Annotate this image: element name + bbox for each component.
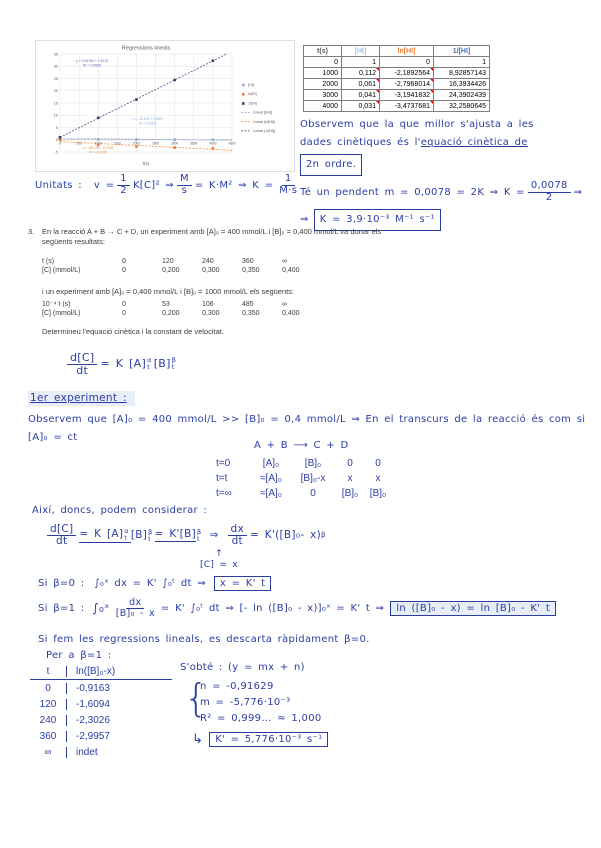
- svg-text:2000: 2000: [132, 141, 140, 146]
- table-row: 240 -2,3026: [30, 712, 172, 728]
- chart-legend: [241, 83, 275, 133]
- table-cell: 24,3902439: [434, 90, 490, 101]
- regression-table: [30, 663, 172, 760]
- ice-row-tinf: t=∞ ≈[A]₀ 0 [B]₀ [B]₀: [216, 488, 387, 499]
- svg-text:2500: 2500: [152, 141, 160, 146]
- svg-text:y = 0,0078x + 1,0019: y = 0,0078x + 1,0019: [76, 59, 108, 63]
- deriv-t4-exponent: β: [320, 531, 326, 540]
- deriv-ss2: β t: [148, 527, 153, 543]
- discard-text: Si fem les regressions lineals, es descarta ràpidament β=0.: [38, 634, 370, 645]
- brace-glyph: {: [184, 676, 209, 720]
- rate-equation: [64, 352, 178, 376]
- beta0-body: ∫₀ˣ dx = K' ∫₀ᵗ dt ⇒: [94, 578, 206, 589]
- table-row: [304, 90, 490, 101]
- order-result-box: 2n ordre.: [300, 154, 362, 176]
- rate-ss2: β t: [171, 356, 177, 372]
- fit-m: m = -5,776·10⁻³: [200, 697, 291, 708]
- table-row: 120 -1,6094: [30, 696, 172, 712]
- experiment2-data-table: [42, 299, 322, 318]
- beta0-result-box: x = K' t: [214, 576, 271, 591]
- final-result-line: [192, 732, 328, 747]
- beta1-result-box: ln ([B]₀ - x) = ln [B]₀ - K' t: [390, 601, 556, 616]
- svg-text:Regressions lineals: Regressions lineals: [121, 45, 171, 52]
- conclusion-line-1: Observem que la que millor s'ajusta a les: [300, 119, 534, 130]
- slope-text: Té un pendent m = 0,0078 = 2K ⇒ K =: [300, 186, 525, 198]
- fit-r2: R² = 0,999... ≈ 1,000: [200, 713, 322, 724]
- rate-p1: = K [A]: [100, 357, 147, 371]
- k-result-box: K = 3,9·10⁻³ M⁻¹ s⁻¹: [314, 209, 441, 231]
- grouped-term-Kprime: = K'[B]: [154, 528, 196, 541]
- table-cell: 0: [380, 57, 434, 68]
- rate-frac: $\frac{d[C]}{dt}$: [67, 352, 97, 376]
- col-header-hi: [HI]: [342, 46, 380, 57]
- axis-labels: [54, 46, 236, 167]
- deriv-frac1: $\frac{d[C]}{dt}$: [47, 524, 76, 547]
- svg-text:0: 0: [59, 141, 61, 146]
- slope-arrow: ⇒: [573, 186, 583, 198]
- conclusion-line-3: [300, 154, 600, 176]
- table-cell: 1000: [304, 68, 342, 79]
- ice-row-t0: t=0 [A]₀ [B]₀ 0 0: [216, 458, 381, 469]
- ice-reaction: A + B ⟶ C + D: [254, 440, 349, 451]
- table-cell: 0,112: [342, 68, 380, 79]
- svg-text:10: 10: [53, 113, 58, 118]
- conclusion-note: [300, 116, 600, 231]
- slope-line: [300, 181, 600, 203]
- experiment1-observation-2: [A]₀ = ct: [28, 432, 78, 443]
- units-line: [35, 174, 303, 196]
- table-cell: 16,3934426: [434, 79, 490, 90]
- beta0-line: [38, 576, 271, 591]
- table-row: 360 -2,9957: [30, 728, 172, 744]
- svg-text:500: 500: [76, 141, 82, 146]
- col-header-inv: 1/[HI]: [434, 46, 490, 57]
- units-p1: v =: [93, 179, 115, 191]
- implies-icon: ⇒: [300, 214, 309, 225]
- svg-text:3000: 3000: [171, 141, 179, 146]
- rate-p2: [B]: [153, 357, 171, 371]
- table-row: ∞ indet: [30, 744, 172, 760]
- svg-text:4500: 4500: [228, 141, 236, 146]
- deriv-frac2: $\frac{dx}{dt}$: [228, 524, 247, 547]
- svg-text:R² = 0,8189: R² = 0,8189: [89, 150, 107, 155]
- svg-text:Lineal ([HI]): Lineal ([HI]): [253, 110, 273, 115]
- deriv-t2: [B]: [130, 529, 148, 542]
- substitution-label: [C] = x: [200, 560, 238, 570]
- units-frac-ms: $\frac{M}{s}$: [177, 174, 192, 196]
- consider-text: Així, doncs, podem considerar :: [32, 505, 208, 516]
- svg-text:-5: -5: [54, 150, 58, 155]
- problem-number: 3.: [28, 227, 35, 236]
- table-cell: -3,1941832: [380, 90, 434, 101]
- svg-text:1500: 1500: [113, 141, 121, 146]
- fit-n: n = -0,91629: [200, 681, 274, 692]
- slope-fraction: $\frac{0,0078}{2}$: [528, 181, 571, 203]
- svg-text:t(s): t(s): [142, 161, 150, 166]
- ice-row-tt: t=t ≈[A]₀ [B]₀-x x x: [216, 473, 381, 484]
- regression-table-header: t ln([B]₀-x): [30, 663, 172, 680]
- table-cell: 0,031: [342, 101, 380, 112]
- grouped-term-KA: = K [A] α t: [79, 526, 129, 542]
- table-cell: 2000: [304, 79, 342, 90]
- deriv-ss3: β t: [196, 527, 202, 543]
- svg-text:4000: 4000: [209, 141, 217, 146]
- table-row: 10⁻⁴ t (s) 0 53 106 485 ∞: [42, 300, 287, 308]
- problem-determine-text: Determineu l'equació cinètica i la constant de velocitat.: [42, 327, 224, 336]
- per-beta1-text: Per a β=1 :: [46, 650, 112, 661]
- svg-text:1/[HI]: 1/[HI]: [248, 101, 257, 106]
- beta1-label: Si β=1 :: [38, 602, 85, 614]
- svg-text:5: 5: [55, 125, 58, 130]
- svg-text:3500: 3500: [190, 141, 198, 146]
- experiment1-data-table: [42, 257, 322, 275]
- table-row: [C] (mmol/L) 0 0,200 0,300 0,350 0,400: [42, 310, 300, 317]
- results-table-body: [304, 57, 490, 112]
- deriv-arrow: ⇒: [209, 529, 219, 542]
- units-p3: = K·M² ⇒ K =: [194, 179, 274, 191]
- experiment1-observation-1: Observem que [A]₀ = 400 mmol/L >> [B]₀ = 0,4 mmol/L ⇒ En el transcurs de la reacció és com si: [28, 414, 586, 425]
- fit-results: [200, 679, 322, 727]
- svg-text:30: 30: [53, 64, 58, 69]
- svg-text:R² = 0,9998: R² = 0,9998: [83, 63, 101, 68]
- ice-table: [216, 456, 392, 501]
- table-cell: 8,92857143: [434, 68, 490, 79]
- table-cell: 32,2580645: [434, 101, 490, 112]
- corner-arrow-icon: ↳: [192, 732, 204, 747]
- table-cell: -2,1892564: [380, 68, 434, 79]
- rate-ss1: α t: [147, 356, 152, 372]
- table-row: [C] (mmol/L) 0 0,200 0,300 0,350 0,400: [42, 267, 300, 274]
- table-cell: 3000: [304, 90, 342, 101]
- svg-text:35: 35: [53, 52, 58, 57]
- obtain-text: S'obté : (y = mx + n): [180, 662, 305, 673]
- derivation-equation: [44, 524, 326, 547]
- table-row: [304, 57, 490, 68]
- conclusion-line-2-pre: dades cinètiques és l': [300, 137, 421, 148]
- table-cell: -2,7968014: [380, 79, 434, 90]
- svg-text:15: 15: [53, 101, 58, 106]
- problem-statement: [28, 227, 381, 247]
- svg-text:[HI]: [HI]: [248, 83, 254, 87]
- units-p2: K[C]² ⇒: [132, 179, 174, 191]
- kprime-result-box: K' = 5,776·10⁻³ s⁻¹: [209, 732, 328, 747]
- table-cell: 0,061: [342, 79, 380, 90]
- beta1-fraction: $\frac{dx}{\text{[B]₀ - x}}$: [115, 597, 155, 619]
- table-row: t (s) 0 120 240 360 ∞: [42, 258, 287, 265]
- table-cell: 0: [304, 57, 342, 68]
- svg-text:20: 20: [53, 89, 58, 94]
- table-cell: 0,041: [342, 90, 380, 101]
- table-cell: -3,4737681: [380, 101, 434, 112]
- regressions-chart: [35, 40, 295, 172]
- beta1-body: = K' ∫₀ᵗ dt ⇒ [- ln ([B]₀ - x)]₀ˣ = K' t ⇒: [160, 602, 385, 614]
- svg-text:Lineal (1/[HI]): Lineal (1/[HI]): [253, 129, 276, 133]
- problem-text-1: En la reacció A + B → C + D, un experiment amb [A]₀ = 400 mmol/L i [B]₀ = 0,400 mmol/L va donar els: [42, 227, 382, 236]
- table-cell: 1: [434, 57, 490, 68]
- experiment1-heading: 1er experiment :: [28, 391, 135, 406]
- svg-text:25: 25: [53, 76, 58, 81]
- table-row: [304, 79, 490, 90]
- svg-text:y = -2E-04x + 0,6507: y = -2E-04x + 0,6507: [132, 117, 164, 121]
- problem-between-text: i un experiment amb [A]₀ = 0,400 mmol/L i [B]₀ = 1000 mmol/L els següents:: [42, 287, 295, 296]
- table-cell: 4000: [304, 101, 342, 112]
- table-header-row: [304, 46, 490, 57]
- conclusion-line-2: [300, 134, 600, 152]
- table-row: [304, 68, 490, 79]
- beta0-label: Si β=0 :: [38, 578, 85, 589]
- table-cell: 1: [342, 57, 380, 68]
- units-frac-half: $\frac{1}{2}$: [117, 174, 130, 196]
- svg-text:0: 0: [55, 138, 58, 143]
- beta1-integral: ∫₀ˣ: [92, 600, 110, 615]
- svg-text:ln[HI]: ln[HI]: [248, 92, 257, 97]
- substitution-pointer: [200, 549, 238, 571]
- conclusion-line-2-underlined: equació cinètica de: [420, 137, 528, 148]
- problem-line-1: [28, 227, 381, 237]
- svg-text:R² = 0,6511: R² = 0,6511: [139, 121, 157, 126]
- deriv-t4: = K'([B]₀- x): [250, 529, 321, 542]
- table-row: 0 -0,9163: [30, 680, 172, 696]
- units-frac-k: $\frac{1}{M\cdot s}$: [279, 173, 298, 196]
- up-arrow-icon: ↑: [215, 549, 223, 559]
- problem-text-2: següents resultats:: [42, 237, 105, 246]
- table-row: [304, 101, 490, 112]
- col-header-ln: ln[HI]: [380, 46, 434, 57]
- kinetics-data-table: [303, 45, 490, 112]
- col-header-t: t(s): [304, 46, 342, 57]
- beta1-line: [38, 598, 556, 619]
- svg-text:y = -8E-04x - 0,7293: y = -8E-04x - 0,7293: [82, 146, 114, 150]
- svg-text:Lineal (ln[HI]): Lineal (ln[HI]): [253, 119, 275, 124]
- units-label: Unitats :: [35, 179, 82, 191]
